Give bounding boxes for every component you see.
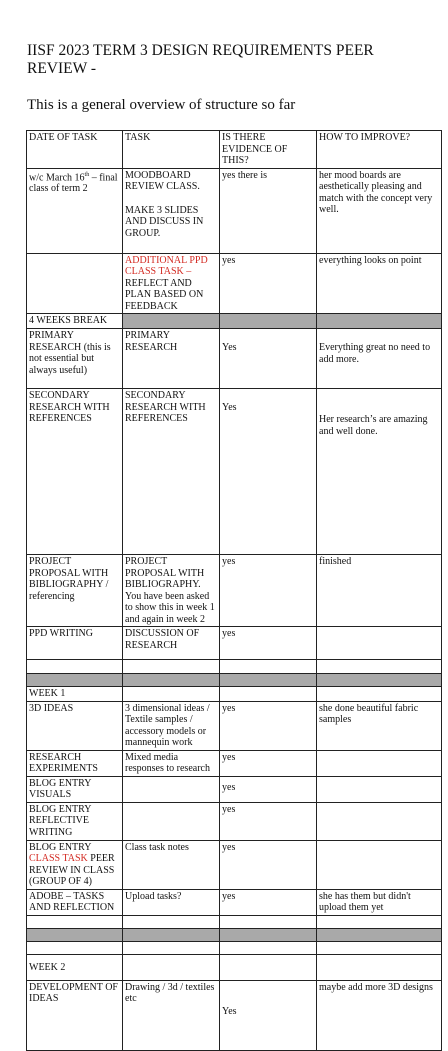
task-cell: ADDITIONAL PPD CLASS TASK – REFLECT AND PLAN BASED ON FEEDBACK: [123, 253, 220, 314]
task-cell: MOODBOARD REVIEW CLASS. MAKE 3 SLIDES AND DISCUSS IN GROUP.: [123, 168, 220, 253]
table-row: [27, 750, 442, 776]
table-row: [27, 840, 442, 889]
task-cell: DISCUSSION OF RESEARCH: [123, 627, 220, 660]
document-subtitle: This is a general overview of structure so far: [27, 97, 296, 113]
break-label: 4 WEEKS BREAK: [27, 314, 123, 329]
empty-row: [27, 941, 442, 954]
table-row: [27, 555, 442, 627]
peer-review-table: [26, 130, 442, 1051]
week-row: [27, 687, 442, 702]
task-cell: PRIMARY RESEARCH: [123, 329, 220, 389]
header-task: TASK: [123, 131, 220, 169]
table-row: [27, 389, 442, 555]
evidence-cell: Yes: [220, 329, 317, 389]
task-cell: Drawing / 3d / textiles etc: [123, 980, 220, 1050]
header-date: DATE OF TASK: [27, 131, 123, 169]
week-label: WEEK 2: [27, 954, 123, 980]
improve-cell: Her research’s are amazing and well done.: [317, 389, 442, 555]
improve-cell: [317, 802, 442, 840]
improve-cell: everything looks on point: [317, 253, 442, 314]
date-cell: PROJECT PROPOSAL WITH BIBLIOGRAPHY / referencing: [27, 555, 123, 627]
table-row: [27, 168, 442, 253]
divider-row: [27, 674, 442, 687]
table-header-row: [27, 131, 442, 169]
evidence-cell: yes: [220, 776, 317, 802]
week-row: [27, 954, 442, 980]
evidence-cell: yes: [220, 253, 317, 314]
document-title: IISF 2023 TERM 3 DESIGN REQUIREMENTS PEER REVIEW -: [27, 42, 374, 77]
table-row: [27, 776, 442, 802]
task-cell: Mixed media responses to research: [123, 750, 220, 776]
evidence-cell: yes: [220, 555, 317, 627]
task-cell: [123, 802, 220, 840]
task-cell: [123, 776, 220, 802]
table-row: [27, 701, 442, 750]
date-cell: DEVELOPMENT OF IDEAS: [27, 980, 123, 1050]
task-cell: SECONDARY RESEARCH WITH REFERENCES: [123, 389, 220, 555]
evidence-cell: yes: [220, 627, 317, 660]
table-row: [27, 627, 442, 660]
class-task-highlight: CLASS TASK: [29, 853, 88, 864]
evidence-cell: yes: [220, 750, 317, 776]
break-row: [27, 314, 442, 329]
evidence-cell: yes: [220, 889, 317, 915]
improve-cell: Everything great no need to add more.: [317, 329, 442, 389]
improve-cell: finished: [317, 555, 442, 627]
divider-row: [27, 928, 442, 941]
table-row: [27, 253, 442, 314]
date-cell: ADOBE – TASKS AND REFLECTION: [27, 889, 123, 915]
date-cell: BLOG ENTRY VISUALS: [27, 776, 123, 802]
date-cell: PRIMARY RESEARCH (this is not essential but always useful): [27, 329, 123, 389]
evidence-cell: yes: [220, 701, 317, 750]
evidence-cell: yes there is: [220, 168, 317, 253]
evidence-cell: Yes: [220, 389, 317, 555]
table-row: [27, 980, 442, 1050]
task-cell: PROJECT PROPOSAL WITH BIBLIOGRAPHY. You have been asked to show this in week 1 and again in week 2: [123, 555, 220, 627]
date-cell: [27, 253, 123, 314]
task-cell: Class task notes: [123, 840, 220, 889]
evidence-cell: yes: [220, 802, 317, 840]
table-row: [27, 329, 442, 389]
task-cell: 3 dimensional ideas / Textile samples / accessory models or mannequin work: [123, 701, 220, 750]
empty-row: [27, 915, 442, 928]
improve-cell: she done beautiful fabric samples: [317, 701, 442, 750]
date-cell: w/c March 16th – final class of term 2: [27, 168, 123, 253]
empty-row: [27, 660, 442, 674]
class-task-highlight: ADDITIONAL PPD CLASS TASK –: [125, 254, 208, 277]
date-cell: SECONDARY RESEARCH WITH REFERENCES: [27, 389, 123, 555]
date-cell: PPD WRITING: [27, 627, 123, 660]
improve-cell: [317, 750, 442, 776]
week-label: WEEK 1: [27, 687, 123, 702]
improve-cell: [317, 776, 442, 802]
improve-cell: she has them but didn't upload them yet: [317, 889, 442, 915]
date-cell: BLOG ENTRY CLASS TASK PEER REVIEW IN CLASS (GROUP OF 4): [27, 840, 123, 889]
table-row: [27, 889, 442, 915]
improve-cell: [317, 840, 442, 889]
date-cell: RESEARCH EXPERIMENTS: [27, 750, 123, 776]
evidence-cell: Yes: [220, 980, 317, 1050]
date-cell: 3D IDEAS: [27, 701, 123, 750]
date-cell: BLOG ENTRY REFLECTIVE WRITING: [27, 802, 123, 840]
improve-cell: [317, 627, 442, 660]
task-cell: Upload tasks?: [123, 889, 220, 915]
header-improve: HOW TO IMPROVE?: [317, 131, 442, 169]
evidence-cell: yes: [220, 840, 317, 889]
improve-cell: maybe add more 3D designs: [317, 980, 442, 1050]
improve-cell: her mood boards are aesthetically pleasing and match with the concept very well.: [317, 168, 442, 253]
table-row: [27, 802, 442, 840]
header-evidence: IS THERE EVIDENCE OF THIS?: [220, 131, 317, 169]
